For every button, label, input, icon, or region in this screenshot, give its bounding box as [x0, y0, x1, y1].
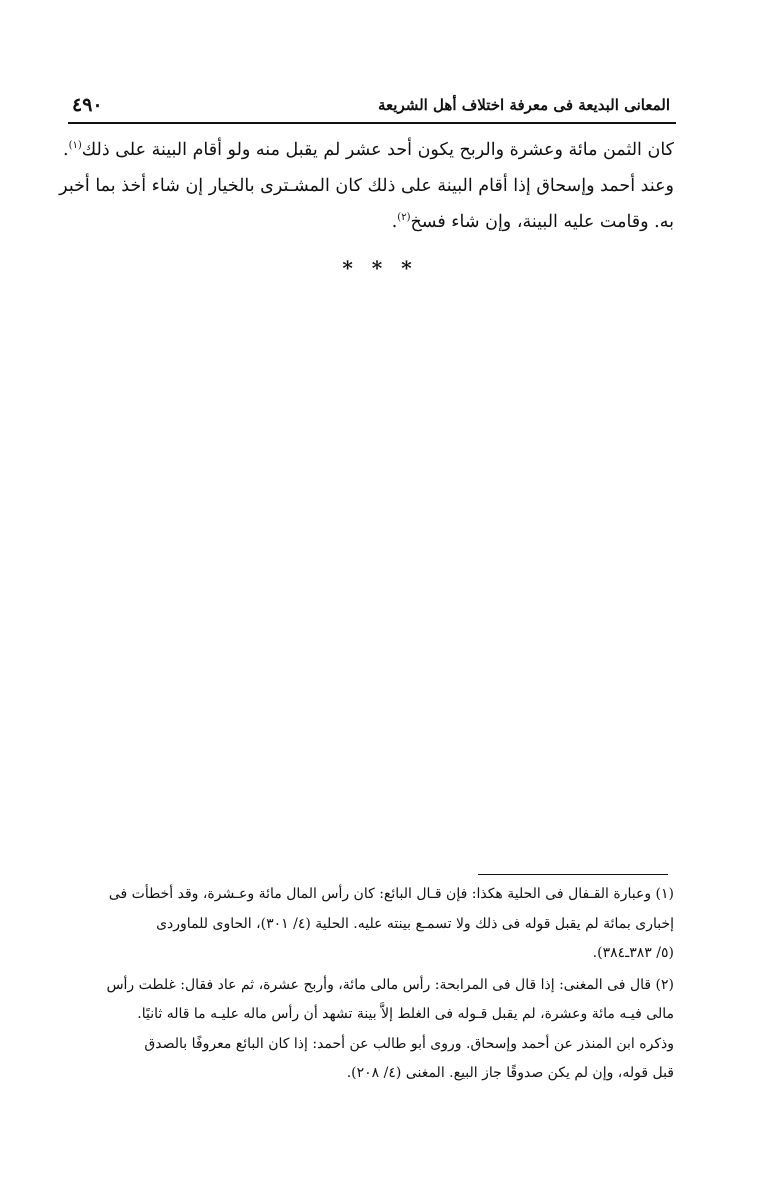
section-separator: * * * [342, 256, 418, 280]
footnote-2 [70, 971, 674, 1089]
footnote-1-line: (١) وعبارة القـفال فى الحلية هكذا: فإن قـال البائع: كان رأس المال مائة وعـشرة، وقد أخطأت فى [108, 886, 674, 902]
footnote-2-line: قبل قوله، وإن لم يكن صدوقًا جاز البيع. المغنى (٤/ ٢٠٨). [346, 1065, 674, 1081]
footnote-ref-2: (٢) [397, 212, 411, 224]
body-line-2: وعند أحمد وإسحاق إذا أقام البينة على ذلك كان المشـترى بالخيار إن شاء أخذ بما أخبر [59, 176, 674, 196]
main-text [59, 132, 674, 240]
footnote-divider [478, 874, 668, 875]
body-line-1-end: . [63, 140, 69, 160]
page-header [68, 92, 676, 124]
footnote-ref-1: (١) [68, 140, 82, 152]
footnote-2-line: (٢) قال فى المغنى: إذا قال فى المرابحة: رأس مالى مائة، وأربح عشرة، ثم عاد فقال: غلطت رأس [106, 976, 674, 993]
page-number: ٤٩٠ [72, 94, 103, 116]
footnote-1-line: إخبارى بمائة لم يقبل قوله فى ذلك ولا تسمـع بينته عليه. الحلية (٤/ ٣٠١)، الحاوى للماوردى [156, 915, 674, 932]
footnote-2-line: مالى فيـه مائة وعشرة، لم يقبل قـوله فى الغلط إلاَّ بينة تشهد أن رأس ماله عليـه ما قاله ثانيًا. [137, 1006, 674, 1022]
footnote-2-line: وذكره ابن المنذر عن أحمد وإسحاق. وروى أبو طالب عن أحمد: إذا كان البائع معروفًا بالصدق [144, 1035, 674, 1052]
footnote-1 [70, 880, 674, 969]
body-line-3 [70, 204, 674, 240]
body-line-1-text: كان الثمن مائة وعشرة والربح يكون أحد عشر لم يقبل منه ولو أقام البينة على ذلك [81, 140, 674, 160]
body-line-1 [63, 132, 674, 168]
running-title: المعانى البديعة فى معرفة اختلاف أهل الشريعة [377, 96, 670, 114]
footnotes [70, 880, 674, 1089]
footnote-1-line: (٥/ ٣٨٣ـ٣٨٤). [592, 945, 674, 961]
body-line-3-text: به. وقامت عليه البينة، وإن شاء فسخ [410, 212, 674, 232]
body-line-3-end: . [391, 212, 398, 232]
